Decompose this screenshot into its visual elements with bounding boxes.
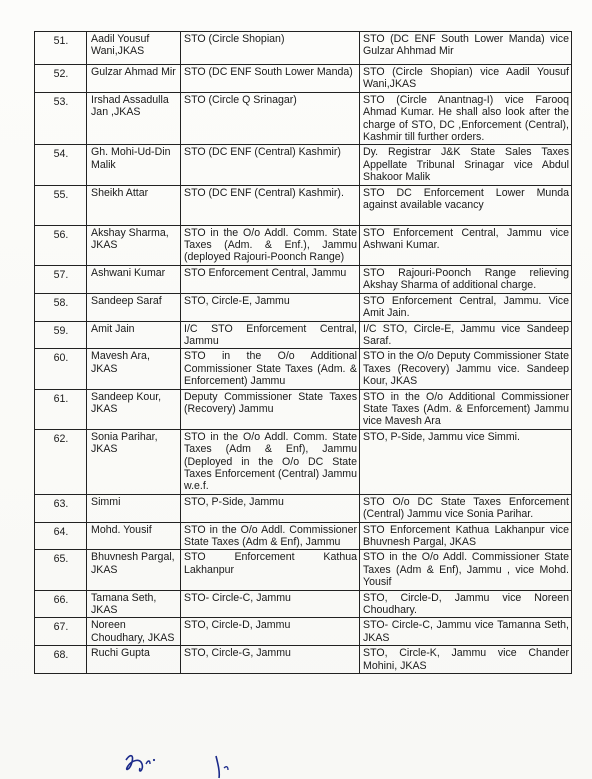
- new-posting-cell: STO O/o DC State Taxes Enforcement (Central) Jammu vice Sonia Parihar.: [360, 494, 572, 522]
- serial-number-cell: 54.: [35, 145, 87, 185]
- serial-number-cell: 61.: [35, 389, 87, 429]
- serial-number-cell: 66.: [35, 590, 87, 618]
- present-posting-cell: STO in the O/o Addl. Commissioner State Taxes (Adm & Enf), Jammu: [181, 522, 360, 550]
- present-posting-cell: STO, Circle-E, Jammu: [181, 293, 360, 321]
- present-posting-cell: STO (DC ENF (Central) Kashmir): [181, 145, 360, 185]
- serial-number-cell: 58.: [35, 293, 87, 321]
- serial-number-cell: 64.: [35, 522, 87, 550]
- serial-number-cell: 59.: [35, 321, 87, 349]
- present-posting-cell: STO in the O/o Addl. Comm. State Taxes (Adm & Enf), Jammu (Deployed in the O/o DC State Taxes Enforcement (Central) Jammu w.e.f.: [181, 429, 360, 494]
- officer-name-cell: Tamana Seth, JKAS: [87, 590, 181, 618]
- officer-name-cell: Sheikh Attar: [87, 185, 181, 225]
- officer-name-cell: Ruchi Gupta: [87, 646, 181, 674]
- new-posting-cell: Dy. Registrar J&K State Sales Taxes Appellate Tribunal Srinagar vice Abdul Shakoor Malik: [360, 145, 572, 185]
- transfer-table: [34, 31, 572, 674]
- signature-scribble: [120, 750, 260, 779]
- serial-number-cell: 52.: [35, 65, 87, 93]
- serial-number-cell: 56.: [35, 225, 87, 265]
- present-posting-cell: STO in the O/o Additional Commissioner State Taxes (Adm. & Enforcement) Jammu: [181, 349, 360, 389]
- officer-name-cell: Aadil Yousuf Wani,JKAS: [87, 32, 181, 65]
- new-posting-cell: STO in the O/o Addl. Commissioner State Taxes (Adm & Enf), Jammu , vice Mohd. Yousif: [360, 550, 572, 590]
- officer-name-cell: Gh. Mohi-Ud-Din Malik: [87, 145, 181, 185]
- present-posting-cell: STO (DC ENF (Central) Kashmir).: [181, 185, 360, 225]
- officer-name-cell: Sandeep Saraf: [87, 293, 181, 321]
- new-posting-cell: STO in the O/o Deputy Commissioner State Taxes (Recovery) Jammu vice. Sandeep Kour, JKAS: [360, 349, 572, 389]
- serial-number-cell: 60.: [35, 349, 87, 389]
- officer-name-cell: Sandeep Kour, JKAS: [87, 389, 181, 429]
- serial-number-cell: 55.: [35, 185, 87, 225]
- serial-number-cell: 53.: [35, 92, 87, 145]
- new-posting-cell: STO (DC ENF South Lower Manda) vice Gulzar Ahhmad Mir: [360, 32, 572, 65]
- new-posting-cell: STO, Circle-D, Jammu vice Noreen Choudhary.: [360, 590, 572, 618]
- present-posting-cell: STO (Circle Q Srinagar): [181, 92, 360, 145]
- new-posting-cell: I/C STO, Circle-E, Jammu vice Sandeep Saraf.: [360, 321, 572, 349]
- table-row: [35, 389, 572, 429]
- officer-name-cell: Ashwani Kumar: [87, 265, 181, 293]
- table-row: [35, 185, 572, 225]
- officer-name-cell: Bhuvnesh Pargal, JKAS: [87, 550, 181, 590]
- officer-name-cell: Mohd. Yousif: [87, 522, 181, 550]
- new-posting-cell: STO (Circle Anantnag-I) vice Farooq Ahmad Kumar. He shall also look after the charge of STO, DC ,Enforcement (Central), Kashmir till further orders.: [360, 92, 572, 145]
- present-posting-cell: STO (Circle Shopian): [181, 32, 360, 65]
- table-row: [35, 321, 572, 349]
- new-posting-cell: STO Enforcement Central, Jammu. Vice Amit Jain.: [360, 293, 572, 321]
- table-row: [35, 92, 572, 145]
- present-posting-cell: STO, Circle-D, Jammu: [181, 618, 360, 646]
- present-posting-cell: STO Enforcement Central, Jammu: [181, 265, 360, 293]
- table-body: [35, 32, 572, 674]
- table-row: [35, 65, 572, 93]
- new-posting-cell: STO, P-Side, Jammu vice Simmi.: [360, 429, 572, 494]
- new-posting-cell: STO DC Enforcement Lower Munda against available vacancy: [360, 185, 572, 225]
- present-posting-cell: STO (DC ENF South Lower Manda): [181, 65, 360, 93]
- new-posting-cell: STO Rajouri-Poonch Range relieving Akshay Sharma of additional charge.: [360, 265, 572, 293]
- new-posting-cell: STO (Circle Shopian) vice Aadil Yousuf Wani,JKAS: [360, 65, 572, 93]
- serial-number-cell: 65.: [35, 550, 87, 590]
- new-posting-cell: STO- Circle-C, Jammu vice Tamanna Seth, JKAS: [360, 618, 572, 646]
- serial-number-cell: 57.: [35, 265, 87, 293]
- table-row: [35, 618, 572, 646]
- officer-name-cell: Amit Jain: [87, 321, 181, 349]
- present-posting-cell: STO, P-Side, Jammu: [181, 494, 360, 522]
- serial-number-cell: 68.: [35, 646, 87, 674]
- serial-number-cell: 67.: [35, 618, 87, 646]
- officer-name-cell: Mavesh Ara, JKAS: [87, 349, 181, 389]
- present-posting-cell: STO, Circle-G, Jammu: [181, 646, 360, 674]
- present-posting-cell: STO- Circle-C, Jammu: [181, 590, 360, 618]
- table-row: [35, 32, 572, 65]
- new-posting-cell: STO, Circle-K, Jammu vice Chander Mohini, JKAS: [360, 646, 572, 674]
- officer-name-cell: Sonia Parihar, JKAS: [87, 429, 181, 494]
- new-posting-cell: STO in the O/o Additional Commissioner State Taxes (Adm. & Enforcement) Jammu vice Mavesh Ara: [360, 389, 572, 429]
- table-row: [35, 145, 572, 185]
- present-posting-cell: Deputy Commissioner State Taxes (Recovery) Jammu: [181, 389, 360, 429]
- table-row: [35, 349, 572, 389]
- new-posting-cell: STO Enforcement Kathua Lakhanpur vice Bhuvnesh Pargal, JKAS: [360, 522, 572, 550]
- serial-number-cell: 63.: [35, 494, 87, 522]
- officer-name-cell: Simmi: [87, 494, 181, 522]
- officer-name-cell: Akshay Sharma, JKAS: [87, 225, 181, 265]
- present-posting-cell: STO in the O/o Addl. Comm. State Taxes (Adm. & Enf.), Jammu (deployed Rajouri-Poonch Range): [181, 225, 360, 265]
- table-row: [35, 494, 572, 522]
- officer-name-cell: Noreen Choudhary, JKAS: [87, 618, 181, 646]
- table-row: [35, 225, 572, 265]
- officer-name-cell: Irshad Assadulla Jan ,JKAS: [87, 92, 181, 145]
- serial-number-cell: 51.: [35, 32, 87, 65]
- new-posting-cell: STO Enforcement Central, Jammu vice Ashwani Kumar.: [360, 225, 572, 265]
- table-row: [35, 646, 572, 674]
- present-posting-cell: STO Enforcement Kathua Lakhanpur: [181, 550, 360, 590]
- table-row: [35, 550, 572, 590]
- table-row: [35, 522, 572, 550]
- table-row: [35, 429, 572, 494]
- table-row: [35, 293, 572, 321]
- table-row: [35, 590, 572, 618]
- table-row: [35, 265, 572, 293]
- present-posting-cell: I/C STO Enforcement Central, Jammu: [181, 321, 360, 349]
- officer-name-cell: Gulzar Ahmad Mir: [87, 65, 181, 93]
- serial-number-cell: 62.: [35, 429, 87, 494]
